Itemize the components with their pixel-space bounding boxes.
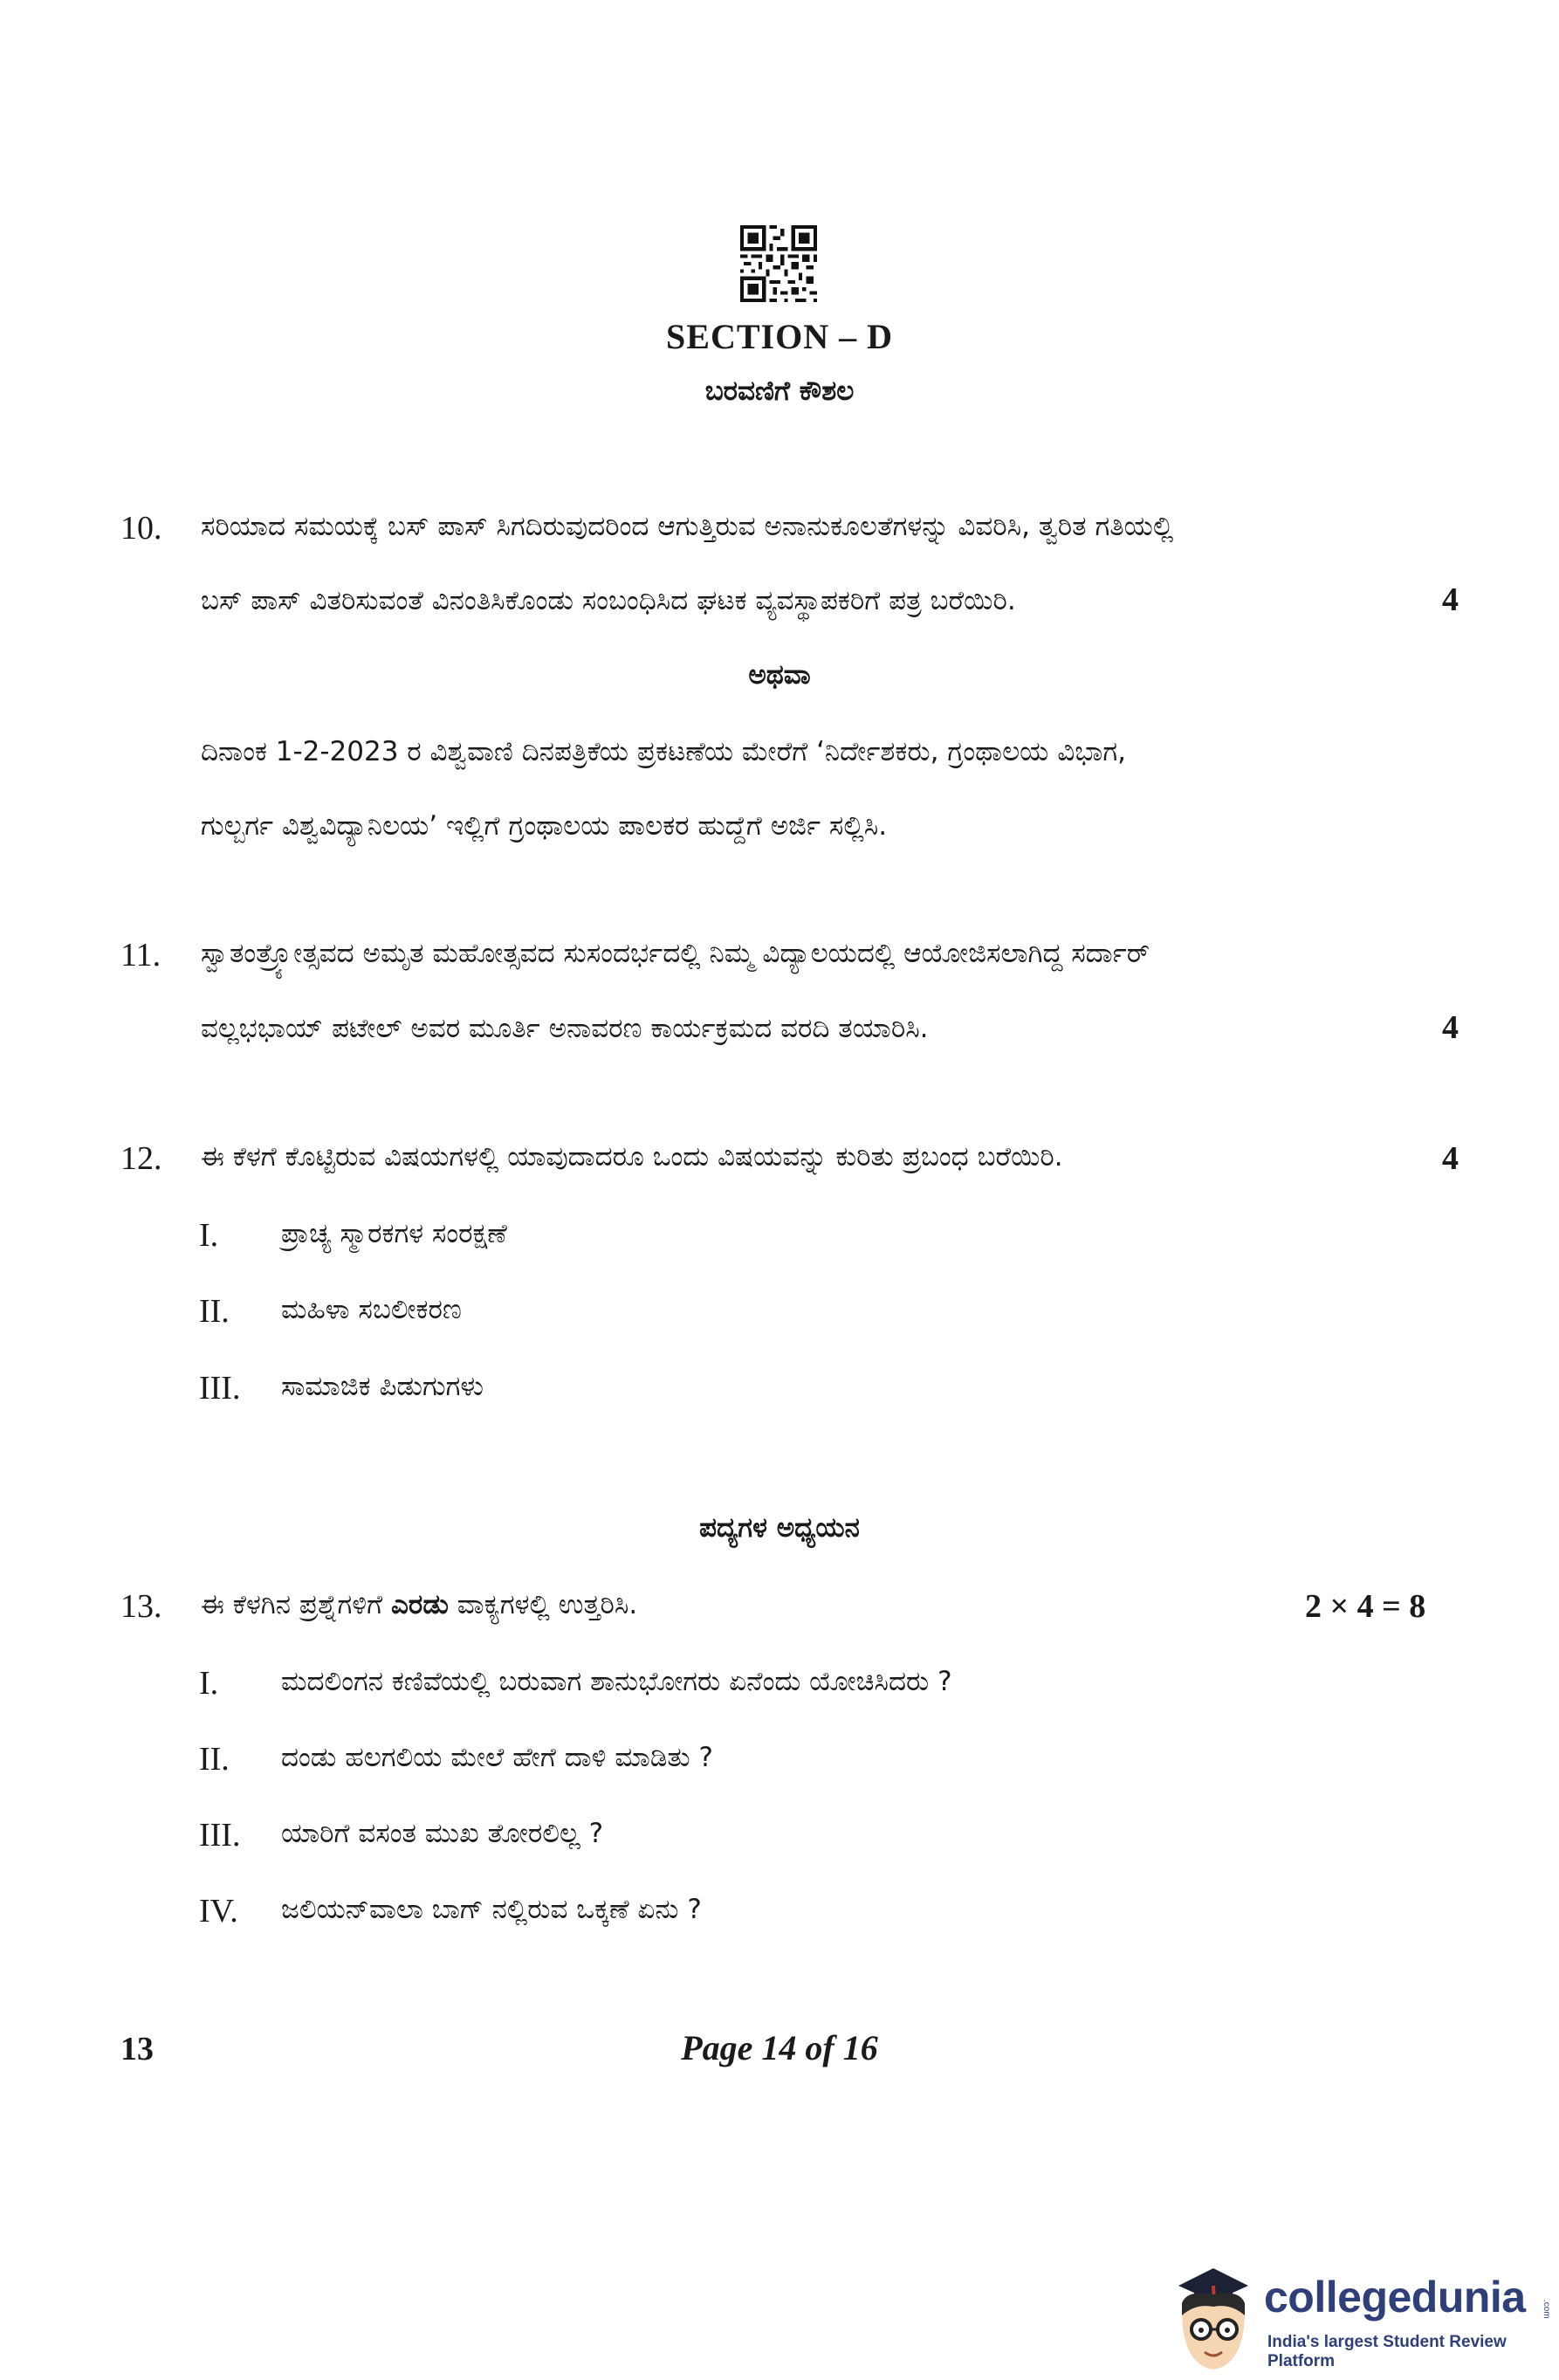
question-11-marks: 4 xyxy=(1442,1009,1459,1046)
poetry-heading: ಪದ್ಯಗಳ ಅಧ್ಯಯನ xyxy=(699,1512,860,1544)
brand-name: collegedunia xyxy=(1264,2273,1526,2322)
question-12-marks: 4 xyxy=(1442,1140,1459,1177)
option-numeral: II. xyxy=(199,1293,230,1330)
question-10-alt-line-2: ಗುಲ್ಬರ್ಗ ವಿಶ್ವವಿದ್ಯಾನಿಲಯ’ ಇಲ್ಲಿಗೆ ಗ್ರಂಥಾಲಯ ಪಾಲಕರ ಹುದ್ದೆಗೆ ಅರ್ಜಿ ಸಲ್ಲಿಸಿ. xyxy=(201,810,888,842)
short-question: ದಂಡು ಹಲಗಲಿಯ ಮೇಲೆ ಹೇಗೆ ದಾಳಿ ಮಾಡಿತು ? xyxy=(281,1742,713,1773)
essay-option: ಮಹಿಳಾ ಸಬಲೀಕರಣ xyxy=(281,1294,462,1325)
brand-domain: .com xyxy=(1542,2300,1551,2319)
qr-code-icon xyxy=(740,225,817,302)
section-subtitle: ಬರವಣಿಗೆ ಕೌಶಲ xyxy=(704,375,855,407)
question-10-alt-line-1: ದಿನಾಂಕ 1-2-2023 ರ ವಿಶ್ವವಾಣಿ ದಿನಪತ್ರಿಕೆಯ ಪ್ರಕಟಣೆಯ ಮೇರೆಗೆ ‘ನಿರ್ದೇಶಕರು, ಗ್ರಂಥಾಲಯ ವಿಭಾಗ, xyxy=(201,736,1126,767)
question-11-line-2: ವಲ್ಲಭಭಾಯ್ ಪಟೇಲ್ ಅವರ ಮೂರ್ತಿ ಅನಾವರಣ ಕಾರ್ಯಕ್ರಮದ ವರದಿ ತಯಾರಿಸಿ. xyxy=(201,1013,929,1044)
essay-option: ಪ್ರಾಚ್ಯ ಸ್ಮಾರಕಗಳ ಸಂರಕ್ಷಣೆ xyxy=(281,1218,507,1249)
question-11-number: 11. xyxy=(120,937,161,973)
option-numeral: IV. xyxy=(199,1893,238,1929)
question-10-line-1: ಸರಿಯಾದ ಸಮಯಕ್ಕೆ ಬಸ್ ಪಾಸ್ ಸಿಗದಿರುವುದರಿಂದ ಆಗುತ್ತಿರುವ ಅನಾನುಕೂಲತೆಗಳನ್ನು ವಿವರಿಸಿ, ತ್ವರಿತ ಗತಿಯಲ್ಲಿ xyxy=(201,511,1174,542)
question-13-line xyxy=(201,1589,637,1621)
or-label: ಅಥವಾ xyxy=(748,659,811,691)
mascot-icon xyxy=(1161,2251,1259,2373)
option-numeral: I. xyxy=(199,1217,219,1254)
short-question: ಯಾರಿಗೆ ವಸಂತ ಮುಖ ತೋರಲಿಲ್ಲ ? xyxy=(281,1818,604,1849)
question-11-line-1: ಸ್ವಾತಂತ್ರ್ಯೋತ್ಸವದ ಅಮೃತ ಮಹೋತ್ಸವದ ಸುಸಂದರ್ಭದಲ್ಲಿ ನಿಮ್ಮ ವಿದ್ಯಾಲಯದಲ್ಲಿ ಆಯೋಜಿಸಲಾಗಿದ್ದ ಸರ್ದಾರ್ xyxy=(201,938,1150,969)
question-13-line-after: ವಾಕ್ಯಗಳಲ್ಲಿ ಉತ್ತರಿಸಿ. xyxy=(448,1589,638,1620)
option-numeral: III. xyxy=(199,1817,241,1854)
brand-tagline: India's largest Student Review Platform xyxy=(1267,2333,1507,2370)
essay-option: ಸಾಮಾಜಿಕ ಪಿಡುಗುಗಳು xyxy=(281,1371,484,1402)
question-13-line-before: ಈ ಕೆಳಗಿನ ಪ್ರಶ್ನೆಗಳಿಗೆ xyxy=(201,1589,392,1620)
question-13-number: 13. xyxy=(120,1588,162,1625)
option-numeral: III. xyxy=(199,1370,241,1407)
question-13-line-bold: ಎರಡು xyxy=(391,1589,449,1620)
paper-code: 13 xyxy=(120,2031,154,2067)
question-10-number: 10. xyxy=(120,510,162,547)
section-title: SECTION – D xyxy=(666,317,893,356)
question-12-number: 12. xyxy=(120,1140,162,1177)
page-number: Page 14 of 16 xyxy=(681,2028,878,2067)
option-numeral: II. xyxy=(199,1741,230,1778)
short-question: ಮದಲಿಂಗನ ಕಣಿವೆಯಲ್ಲಿ ಬರುವಾಗ ಶಾನುಭೋಗರು ಏನೆಂದು ಯೋಚಿಸಿದರು ? xyxy=(281,1666,952,1697)
question-10-marks: 4 xyxy=(1442,581,1459,618)
question-13-marks: 2 × 4 = 8 xyxy=(1305,1588,1426,1625)
option-numeral: I. xyxy=(199,1665,219,1702)
question-12-line: ಈ ಕೆಳಗೆ ಕೊಟ್ಟಿರುವ ವಿಷಯಗಳಲ್ಲಿ ಯಾವುದಾದರೂ ಒಂದು ವಿಷಯವನ್ನು ಕುರಿತು ಪ್ರಬಂಧ ಬರೆಯಿರಿ. xyxy=(201,1141,1063,1173)
question-10-line-2: ಬಸ್ ಪಾಸ್ ವಿತರಿಸುವಂತೆ ವಿನಂತಿಸಿಕೊಂಡು ಸಂಬಂಧಿಸಿದ ಘಟಕ ವ್ಯವಸ್ಥಾಪಕರಿಗೆ ಪತ್ರ ಬರೆಯಿರಿ. xyxy=(201,585,1016,616)
collegedunia-watermark xyxy=(1161,2251,1554,2373)
short-question: ಜಲಿಯನ್‌ವಾಲಾ ಬಾಗ್ ನಲ್ಲಿರುವ ಒಕ್ಕಣೆ ಏನು ? xyxy=(281,1894,702,1925)
